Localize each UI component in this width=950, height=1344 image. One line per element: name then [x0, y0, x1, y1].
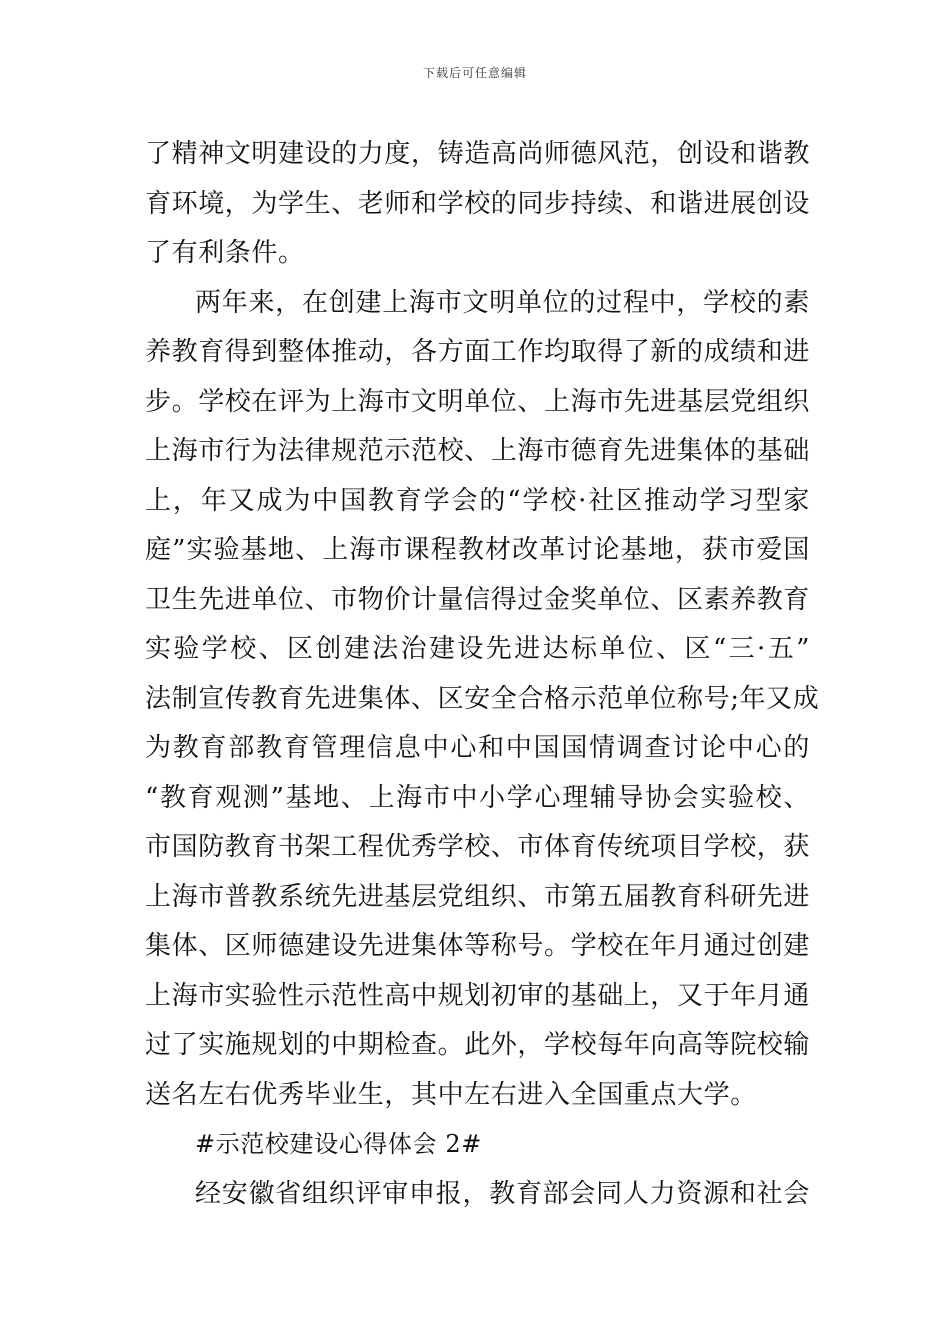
text-line: 养教育得到整体推动，各方面工作均取得了新的成绩和进 — [145, 337, 811, 367]
section-heading: #示范校建设心得体会 2# — [195, 1130, 482, 1158]
text-line: 上海市实验性示范性高中规划初审的基础上，又于年月通 — [145, 980, 811, 1011]
text-line: 上，年又成为中国教育学会的“学校·社区推动学习型家 — [145, 485, 810, 516]
text-line: 实验学校、区创建法治建设先进达标单位、区“三·五” — [145, 634, 810, 664]
text-line: 庭”实验基地、上海市课程教材改革讨论基地，获市爱国 — [145, 535, 810, 565]
text-line: “教育观测”基地、上海市中小学心理辅导协会实验校、 — [145, 782, 810, 813]
text-line: 法制宣传教育先进集体、区安全合格示范单位称号;年又成 — [145, 683, 820, 714]
text-line: 步。学校在评为上海市文明单位、上海市先进基层党组织 — [145, 386, 811, 417]
text-line: 过了实施规划的中期检查。此外，学校每年向高等院校输 — [145, 1030, 811, 1060]
document-body — [145, 130, 820, 1219]
paragraph-first-line: 经安徽省组织评审申报，教育部会同人力资源和社会 — [195, 1178, 810, 1209]
text-line: 上海市行为法律规范示范校、上海市德育先进集体的基础 — [145, 436, 811, 466]
text-line: 为教育部教育管理信息中心和中国国情调查讨论中心的 — [145, 733, 810, 763]
text-line: 上海市普教系统先进基层党组织、市第五届教育科研先进 — [145, 881, 811, 912]
text-line: 了有利条件。 — [145, 238, 305, 268]
text-line: 市国防教育书架工程优秀学校、市体育传统项目学校，获 — [145, 832, 811, 862]
page-header-note: 下载后可任意编辑 — [422, 66, 527, 80]
paragraph-first-line: 两年来，在创建上海市文明单位的过程中，学校的素 — [195, 287, 810, 318]
text-line: 卫生先进单位、市物价计量信得过金奖单位、区素养教育 — [145, 584, 811, 615]
text-line: 了精神文明建设的力度，铸造高尚师德风范，创设和谐教 — [145, 139, 811, 169]
text-line: 集体、区师德建设先进集体等称号。学校在年月通过创建 — [145, 931, 811, 961]
text-line: 育环境，为学生、老师和学校的同步持续、和谐进展创设 — [145, 188, 811, 219]
text-line: 送名左右优秀毕业生，其中左右进入全国重点大学。 — [145, 1079, 757, 1110]
